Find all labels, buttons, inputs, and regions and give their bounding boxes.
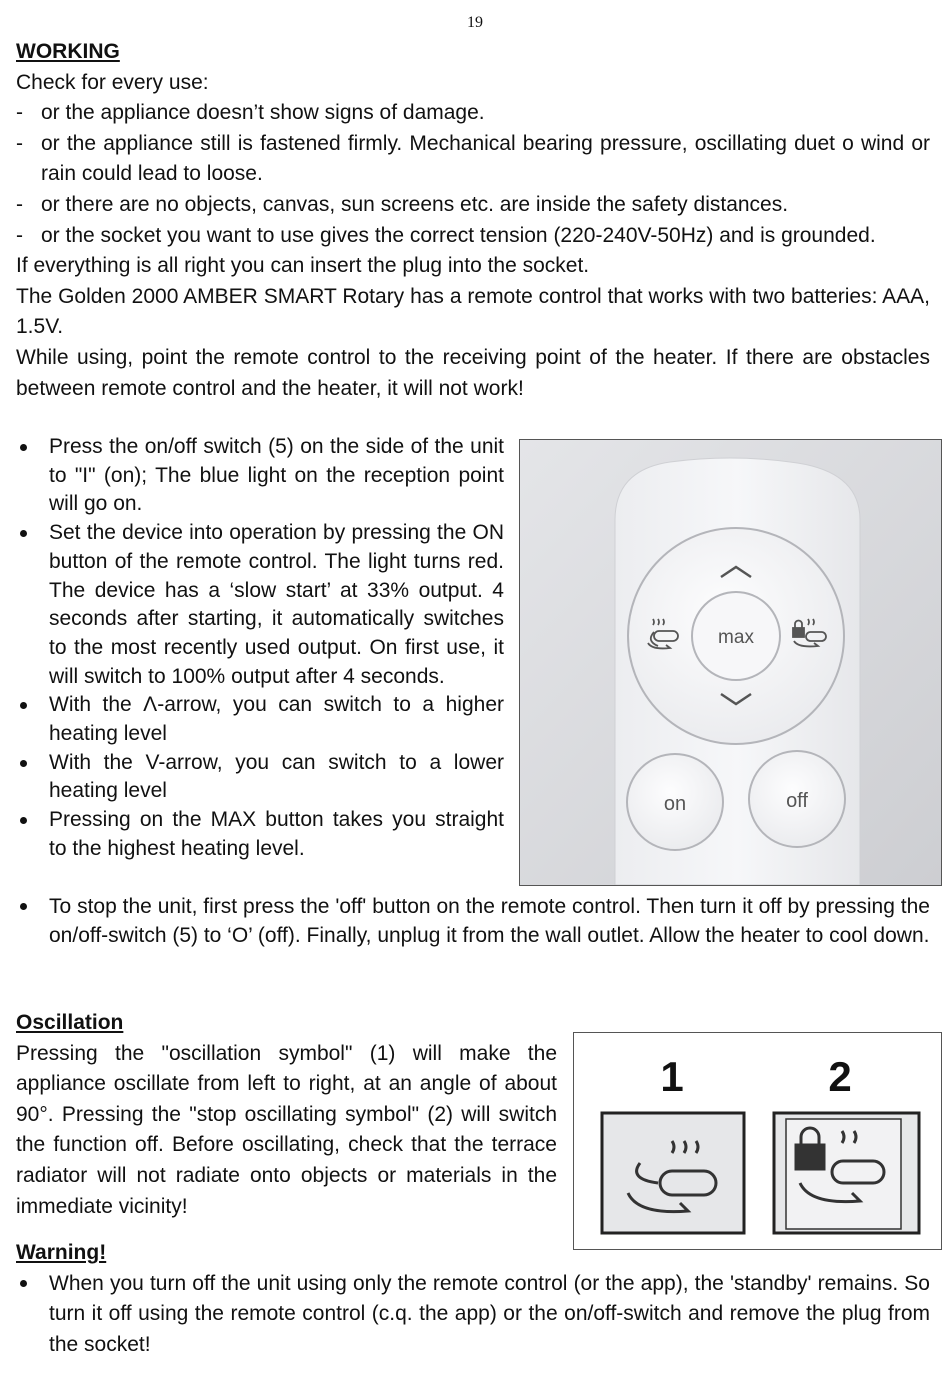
- step-item: Press the on/off switch (5) on the side of the unit to "I" (on); The blue light on the reception point will go on.: [16, 433, 504, 519]
- warning-list: [16, 1269, 930, 1361]
- page-number: 19: [467, 14, 483, 31]
- working-section: [16, 37, 930, 404]
- bullet-icon: [20, 444, 27, 451]
- warning-heading: Warning!: [16, 1241, 107, 1264]
- remote-battery-paragraph: The Golden 2000 AMBER SMART Rotary has a remote control that works with two batteries: AAA, 1.5V.: [16, 284, 930, 339]
- remote-usage-paragraph: While using, point the remote control to the receiving point of the heater. If there are obstacles between remote control and the heater, it will not work!: [16, 345, 930, 400]
- bullet-icon: [20, 530, 27, 537]
- stop-step-list: [16, 892, 930, 950]
- warning-section: [16, 1238, 930, 1360]
- step-item: Set the device into operation by pressing the ON button of the remote control. The light turns red. The device has a ‘slow start’ at 33% output. 4 seconds after starting, it automatically switches to the most recently used output. On first use, it will switch to 100% output after 4 seconds.: [16, 519, 504, 691]
- check-item: - or the appliance doesn’t show signs of damage.: [16, 98, 930, 129]
- working-intro: Check for every use:: [16, 70, 209, 94]
- check-item: - or the socket you want to use gives the correct tension (220-240V-50Hz) and is grounded.: [16, 221, 930, 252]
- remote-steps-list: [16, 433, 504, 864]
- oscillation-text: Pressing the "oscillation symbol" (1) will make the appliance oscillate from left to right, at an angle of about 90°. Pressing the "stop oscillating symbol" (2) will switch the function off. Before oscillating, check that the terrace radiator will not radiate onto objects or materials in the immediate vicinity!: [16, 1041, 557, 1218]
- step-item: Pressing on the MAX button takes you straight to the highest heating level.: [16, 806, 504, 863]
- oscillation-section: [16, 1008, 557, 1222]
- symbol-number-1: 1: [660, 1053, 684, 1100]
- check-item: - or the appliance still is fastened firmly. Mechanical bearing pressure, oscillating duet o wind or rain could lead to loose.: [16, 129, 930, 190]
- oscillation-heading: Oscillation: [16, 1011, 124, 1034]
- check-item: - or there are no objects, canvas, sun screens etc. are inside the safety distances.: [16, 190, 930, 221]
- oscillate-symbol-box: [602, 1113, 744, 1233]
- bullet-icon: [20, 760, 27, 767]
- warning-item: When you turn off the unit using only the remote control (or the app), the 'standby' remains. So turn it off using the remote control (c.q. the app) or the on/off-switch and remove the plug from the socket!: [16, 1269, 930, 1361]
- oscillation-symbols-drawing: [574, 1033, 941, 1249]
- max-button-label: max: [718, 627, 754, 648]
- bullet-icon: [20, 817, 27, 824]
- bullet-icon: [20, 702, 27, 709]
- bullet-icon: [20, 1280, 27, 1287]
- off-button-label: off: [786, 790, 808, 812]
- symbol-number-2: 2: [828, 1053, 852, 1100]
- bullet-icon: [20, 903, 27, 910]
- plug-paragraph: If everything is all right you can insert the plug into the socket.: [16, 254, 590, 278]
- step-item: To stop the unit, first press the 'off' button on the remote control. Then turn it off by pressing the on/off-switch (5) to ‘O’ (off). Finally, unplug it from the wall outlet. Allow the heater to cool down.: [16, 892, 930, 950]
- check-list: [16, 98, 930, 251]
- working-heading: WORKING: [16, 40, 120, 63]
- step-item: With the V-arrow, you can switch to a lower heating level: [16, 749, 504, 806]
- oscillation-symbols-image: [573, 1032, 942, 1250]
- remote-control-drawing: [520, 440, 941, 885]
- remote-control-image: [519, 439, 942, 886]
- step-item: With the Λ-arrow, you can switch to a higher heating level: [16, 691, 504, 748]
- on-button-label: on: [663, 793, 687, 815]
